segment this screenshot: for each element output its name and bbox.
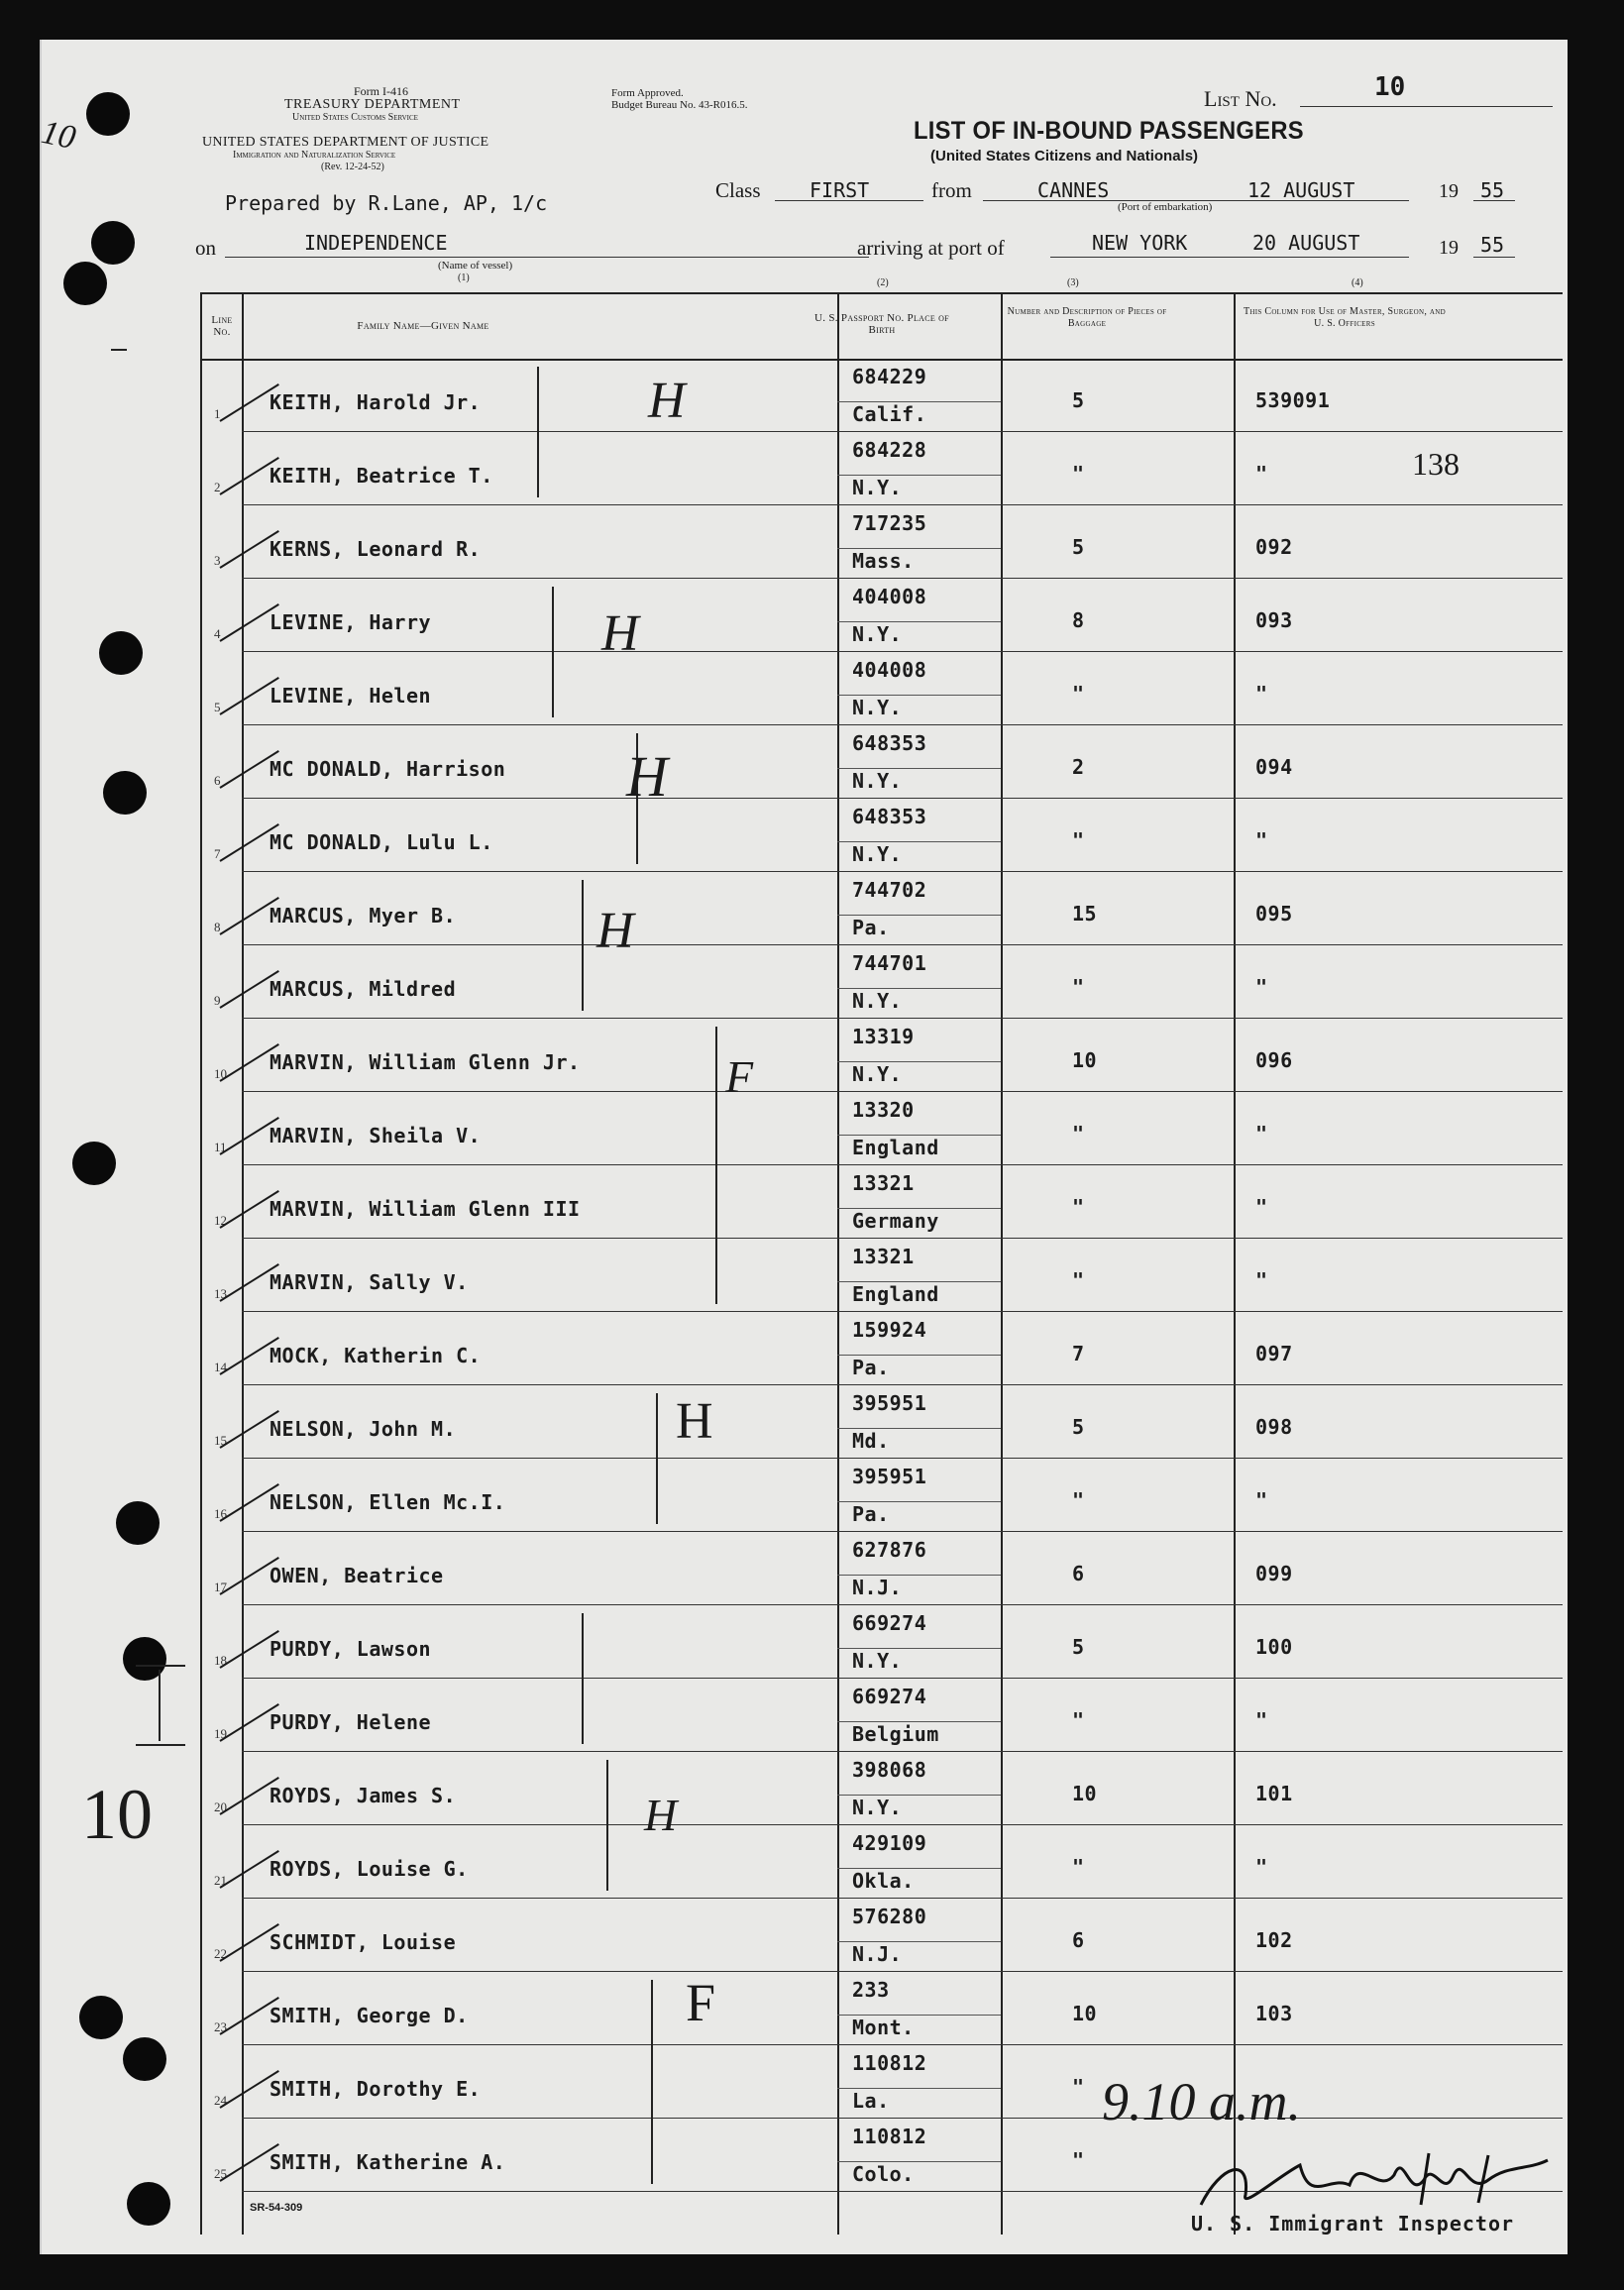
budget-bureau: Budget Bureau No. 43-R016.5.: [611, 99, 748, 111]
passport-number: 404008: [852, 585, 927, 608]
baggage-count: 10: [1072, 1782, 1098, 1805]
punch-hole: [79, 1996, 123, 2039]
officer-number: 093: [1255, 608, 1293, 632]
baggage-count: 5: [1072, 388, 1085, 412]
place-of-birth: N.J.: [852, 1576, 903, 1599]
passport-number: 576280: [852, 1905, 927, 1928]
place-of-birth: Pa.: [852, 1356, 890, 1379]
from-label: from: [931, 178, 972, 202]
table-row: [200, 945, 1563, 1019]
baggage-count: ": [1072, 682, 1085, 706]
arrival-port: NEW YORK: [1092, 231, 1188, 255]
table-row: [200, 1532, 1563, 1605]
line-number: 9: [214, 993, 221, 1008]
table-row: [200, 1092, 1563, 1165]
family-bracket: [606, 1760, 608, 1891]
passenger-name: LEVINE, Harry: [270, 610, 432, 634]
passport-number: 717235: [852, 511, 927, 535]
treasury-department: TREASURY DEPARTMENT: [284, 97, 461, 112]
line-number: 18: [214, 1653, 227, 1668]
revision-date: (Rev. 12-24-52): [321, 162, 384, 172]
baggage-count: 2: [1072, 755, 1085, 779]
passenger-name: SMITH, George D.: [270, 2004, 469, 2027]
punch-hole: [72, 1142, 116, 1185]
time-note: 9.10 a.m.: [1102, 2072, 1301, 2131]
mark-h: H: [626, 744, 668, 809]
passport-number: 627876: [852, 1538, 927, 1562]
passenger-name: MARVIN, William Glenn III: [270, 1197, 581, 1221]
on-label: on: [195, 236, 216, 260]
officer-number: 097: [1255, 1342, 1293, 1365]
margin-note-left: 10: [81, 1775, 153, 1854]
passenger-name: PURDY, Helene: [270, 1710, 432, 1734]
family-bracket: [715, 1027, 717, 1304]
punch-hole: [116, 1501, 160, 1545]
vessel-caption: (Name of vessel): [438, 260, 513, 272]
mark-f: F: [725, 1051, 754, 1102]
place-of-birth: La.: [852, 2089, 890, 2113]
arrival-date: 20 AUGUST: [1252, 231, 1360, 255]
margin-mark: [111, 349, 127, 351]
place-of-birth: N.Y.: [852, 1649, 903, 1673]
arriving-label: arriving at port of: [857, 236, 1005, 260]
table-row: [200, 505, 1563, 579]
place-of-birth: N.Y.: [852, 842, 903, 866]
baggage-count: ": [1072, 462, 1085, 486]
officer-number: 096: [1255, 1048, 1293, 1072]
mark-h: H: [676, 1393, 713, 1450]
baggage-count: ": [1072, 1708, 1085, 1732]
place-of-birth: N.Y.: [852, 476, 903, 499]
passenger-name: MARVIN, William Glenn Jr.: [270, 1050, 581, 1074]
place-of-birth: Pa.: [852, 1502, 890, 1526]
passenger-name: NELSON, John M.: [270, 1417, 457, 1441]
col-num-1: (1): [458, 273, 470, 283]
table-row: [200, 1825, 1563, 1899]
dept-of-justice: UNITED STATES DEPARTMENT OF JUSTICE: [202, 135, 489, 150]
line-number: 2: [214, 480, 221, 494]
place-of-birth: N.J.: [852, 1942, 903, 1966]
punch-hole: [103, 771, 147, 815]
line-number: 22: [214, 1946, 227, 1961]
passport-number: 684228: [852, 438, 927, 462]
punch-hole: [127, 2182, 170, 2226]
place-of-birth: Mass.: [852, 549, 915, 573]
page-title: LIST OF IN-BOUND PASSENGERS: [914, 117, 1304, 145]
place-of-birth: Colo.: [852, 2162, 915, 2186]
baggage-count: 5: [1072, 535, 1085, 559]
table-header: [200, 292, 1563, 361]
passenger-name: MARVIN, Sally V.: [270, 1270, 469, 1294]
line-number: 19: [214, 1726, 227, 1741]
passport-number: 110812: [852, 2051, 927, 2075]
mark-h: H: [596, 903, 634, 959]
line-number: 20: [214, 1799, 227, 1814]
baggage-count: ": [1072, 975, 1085, 999]
margin-mark: [159, 1670, 161, 1741]
col-num-4: (4): [1352, 277, 1363, 288]
mark-h: H: [644, 1790, 678, 1840]
passenger-name: MARVIN, Sheila V.: [270, 1124, 482, 1147]
mark-h: H: [601, 605, 639, 662]
place-of-birth: Mont.: [852, 2016, 915, 2039]
officer-number: ": [1255, 1195, 1268, 1219]
passenger-name: SCHMIDT, Louise: [270, 1930, 457, 1954]
baggage-count: ": [1072, 1122, 1085, 1145]
line-number: 14: [214, 1360, 227, 1374]
baggage-count: 5: [1072, 1415, 1085, 1439]
passport-number: 233: [852, 1978, 890, 2002]
officer-number: 103: [1255, 2002, 1293, 2025]
place-of-birth: N.Y.: [852, 1062, 903, 1086]
family-bracket: [582, 880, 584, 1011]
passport-number: 744702: [852, 878, 927, 902]
table-row: [200, 1605, 1563, 1679]
line-number: 12: [214, 1213, 227, 1228]
passenger-name: SMITH, Dorothy E.: [270, 2077, 482, 2101]
col-num-3: (3): [1067, 277, 1079, 288]
list-no-value: 10: [1374, 72, 1406, 102]
customs-service: United States Customs Service: [292, 112, 418, 123]
family-bracket: [537, 367, 539, 497]
baggage-count: 6: [1072, 1928, 1085, 1952]
table-row: [200, 872, 1563, 945]
table-row: [200, 1239, 1563, 1312]
line-number: 1: [214, 406, 221, 421]
officer-number: 102: [1255, 1928, 1293, 1952]
officer-number: 539091: [1255, 388, 1331, 412]
officer-number: 101: [1255, 1782, 1293, 1805]
prepared-by: Prepared by R.Lane, AP, 1/c: [225, 191, 548, 215]
officer-number: ": [1255, 682, 1268, 706]
punch-hole: [99, 631, 143, 675]
passport-number: 13321: [852, 1245, 915, 1268]
inspector-caption: U. S. Immigrant Inspector: [1191, 2212, 1515, 2235]
margin-mark: [136, 1665, 185, 1667]
place-of-birth: Calif.: [852, 402, 927, 426]
baggage-count: 5: [1072, 1635, 1085, 1659]
family-bracket: [552, 587, 554, 717]
embark-date: 12 AUGUST: [1247, 178, 1355, 202]
place-of-birth: Pa.: [852, 916, 890, 939]
passport-number: 648353: [852, 805, 927, 828]
passenger-name: ROYDS, James S.: [270, 1784, 457, 1807]
line-number: 13: [214, 1286, 227, 1301]
place-of-birth: Md.: [852, 1429, 890, 1453]
baggage-count: 7: [1072, 1342, 1085, 1365]
place-of-birth: N.Y.: [852, 769, 903, 793]
arrival-year-prefix: 19: [1439, 237, 1459, 259]
passenger-name: PURDY, Lawson: [270, 1637, 432, 1661]
line-number: 5: [214, 700, 221, 714]
page-subtitle: (United States Citizens and Nationals): [930, 148, 1199, 164]
form-approved: Form Approved.: [611, 87, 684, 99]
passenger-table: [200, 292, 1563, 2235]
header-line-no: Line No.: [211, 314, 233, 338]
table-row: [200, 2045, 1563, 2119]
baggage-count: ": [1072, 1855, 1085, 1879]
place-of-birth: Okla.: [852, 1869, 915, 1893]
mark-h: H: [648, 373, 686, 429]
passport-number: 13320: [852, 1098, 915, 1122]
table-row: [200, 1312, 1563, 1385]
line-number: 7: [214, 846, 221, 861]
passenger-name: KEITH, Harold Jr.: [270, 390, 482, 414]
officer-number: ": [1255, 1488, 1268, 1512]
header-name: Family Name—Given Name: [357, 320, 489, 332]
ins-service: Immigration and Naturalization Service: [233, 150, 396, 161]
officer-number: ": [1255, 975, 1268, 999]
place-of-birth: N.Y.: [852, 622, 903, 646]
baggage-count: 10: [1072, 2002, 1098, 2025]
officer-number: 094: [1255, 755, 1293, 779]
passenger-name: MARCUS, Mildred: [270, 977, 457, 1001]
baggage-count: 8: [1072, 608, 1085, 632]
table-row: [200, 1385, 1563, 1459]
officer-number: 099: [1255, 1562, 1293, 1585]
line-number: 6: [214, 773, 221, 788]
passport-number: 669274: [852, 1685, 927, 1708]
port-embark-caption: (Port of embarkation): [1118, 201, 1213, 213]
line-number: 11: [214, 1140, 227, 1154]
passport-number: 404008: [852, 658, 927, 682]
table-row: [200, 652, 1563, 725]
family-bracket: [582, 1613, 584, 1744]
line-number: 17: [214, 1580, 227, 1594]
family-bracket: [656, 1393, 658, 1524]
line-number: 23: [214, 2019, 227, 2034]
passenger-name: ROYDS, Louise G.: [270, 1857, 469, 1881]
passenger-name: OWEN, Beatrice: [270, 1564, 444, 1587]
passport-number: 159924: [852, 1318, 927, 1342]
line-number: 15: [214, 1433, 227, 1448]
officer-number: 092: [1255, 535, 1293, 559]
vessel-name: INDEPENDENCE: [304, 231, 448, 255]
officer-number: ": [1255, 1708, 1268, 1732]
officer-number: ": [1255, 828, 1268, 852]
class-label: Class: [715, 178, 761, 202]
passport-number: 648353: [852, 731, 927, 755]
table-row: [200, 579, 1563, 652]
header-officers: This Column for Use of Master, Surgeon, and U. S. Officers: [1243, 306, 1447, 329]
place-of-birth: N.Y.: [852, 989, 903, 1013]
line-number: 3: [214, 553, 221, 568]
list-no-label: List No.: [1204, 86, 1277, 111]
margin-note-top: 10: [38, 113, 79, 158]
officer-number: ": [1255, 1122, 1268, 1145]
passport-number: 744701: [852, 951, 927, 975]
punch-hole: [123, 2037, 166, 2081]
table-row: [200, 725, 1563, 799]
form-number: Form I-416: [354, 84, 408, 98]
baggage-count: 6: [1072, 1562, 1085, 1585]
passport-number: 395951: [852, 1391, 927, 1415]
baggage-count: ": [1072, 2075, 1085, 2099]
baggage-count: 10: [1072, 1048, 1098, 1072]
officer-number: 098: [1255, 1415, 1293, 1439]
document-sheet: [40, 40, 1568, 2254]
baggage-count: ": [1072, 1488, 1085, 1512]
passport-number: 684229: [852, 365, 927, 388]
line-number: 10: [214, 1066, 227, 1081]
baggage-count: ": [1072, 828, 1085, 852]
place-of-birth: Germany: [852, 1209, 939, 1233]
punch-hole: [63, 262, 107, 305]
table-row: [200, 799, 1563, 872]
table-row: [200, 1459, 1563, 1532]
signature: [1191, 2145, 1568, 2215]
passenger-name: SMITH, Katherine A.: [270, 2150, 506, 2174]
line-number: 8: [214, 920, 221, 934]
passenger-name: MC DONALD, Harrison: [270, 757, 506, 781]
table-row: [200, 1019, 1563, 1092]
from-value: CANNES: [1037, 178, 1110, 202]
table-row: [200, 1899, 1563, 1972]
line-number: 24: [214, 2093, 227, 2108]
table-row: [200, 1679, 1563, 1752]
officer-number: 095: [1255, 902, 1293, 926]
passport-number: 669274: [852, 1611, 927, 1635]
passenger-name: MARCUS, Myer B.: [270, 904, 457, 927]
baggage-count: ": [1072, 1268, 1085, 1292]
passenger-name: KEITH, Beatrice T.: [270, 464, 493, 488]
table-row: [200, 432, 1563, 505]
officer-number: 100: [1255, 1635, 1293, 1659]
officer-number: ": [1255, 462, 1268, 486]
officer-number: ": [1255, 1855, 1268, 1879]
header-baggage: Number and Description of Pieces of Baggage: [1007, 306, 1167, 329]
baggage-count: 15: [1072, 902, 1098, 926]
punch-hole: [91, 221, 135, 265]
table-row: [200, 1752, 1563, 1825]
table-row: [200, 359, 1563, 432]
officer-number: ": [1255, 1268, 1268, 1292]
form-code: SR-54-309: [250, 2202, 303, 2214]
header-passport: U. S. Passport No. Place of Birth: [814, 312, 949, 336]
passenger-name: MC DONALD, Lulu L.: [270, 830, 493, 854]
family-bracket: [651, 1980, 653, 2184]
punch-hole: [86, 92, 130, 136]
passport-number: 395951: [852, 1465, 927, 1488]
table-row: [200, 1165, 1563, 1239]
col-num-2: (2): [877, 277, 889, 288]
handwritten-138: 138: [1412, 446, 1460, 482]
embark-year-prefix: 19: [1439, 180, 1459, 202]
place-of-birth: Belgium: [852, 1722, 939, 1746]
line-number: 4: [214, 626, 221, 641]
baggage-count: ": [1072, 1195, 1085, 1219]
passport-number: 13319: [852, 1025, 915, 1048]
arrival-year: 55: [1480, 233, 1505, 257]
passport-number: 13321: [852, 1171, 915, 1195]
place-of-birth: N.Y.: [852, 1796, 903, 1819]
place-of-birth: England: [852, 1282, 939, 1306]
passenger-name: KERNS, Leonard R.: [270, 537, 482, 561]
table-row: [200, 1972, 1563, 2045]
baggage-count: ": [1072, 2148, 1085, 2172]
place-of-birth: N.Y.: [852, 696, 903, 719]
place-of-birth: England: [852, 1136, 939, 1159]
mark-f: F: [686, 1973, 716, 2032]
passenger-name: NELSON, Ellen Mc.I.: [270, 1490, 506, 1514]
margin-mark: [136, 1744, 185, 1746]
line-number: 16: [214, 1506, 227, 1521]
passenger-name: LEVINE, Helen: [270, 684, 432, 708]
passport-number: 429109: [852, 1831, 927, 1855]
passenger-name: MOCK, Katherin C.: [270, 1344, 482, 1367]
passport-number: 398068: [852, 1758, 927, 1782]
passport-number: 110812: [852, 2125, 927, 2148]
embark-year: 55: [1480, 178, 1505, 202]
line-number: 25: [214, 2166, 227, 2181]
class-value: FIRST: [810, 178, 870, 202]
line-number: 21: [214, 1873, 227, 1888]
